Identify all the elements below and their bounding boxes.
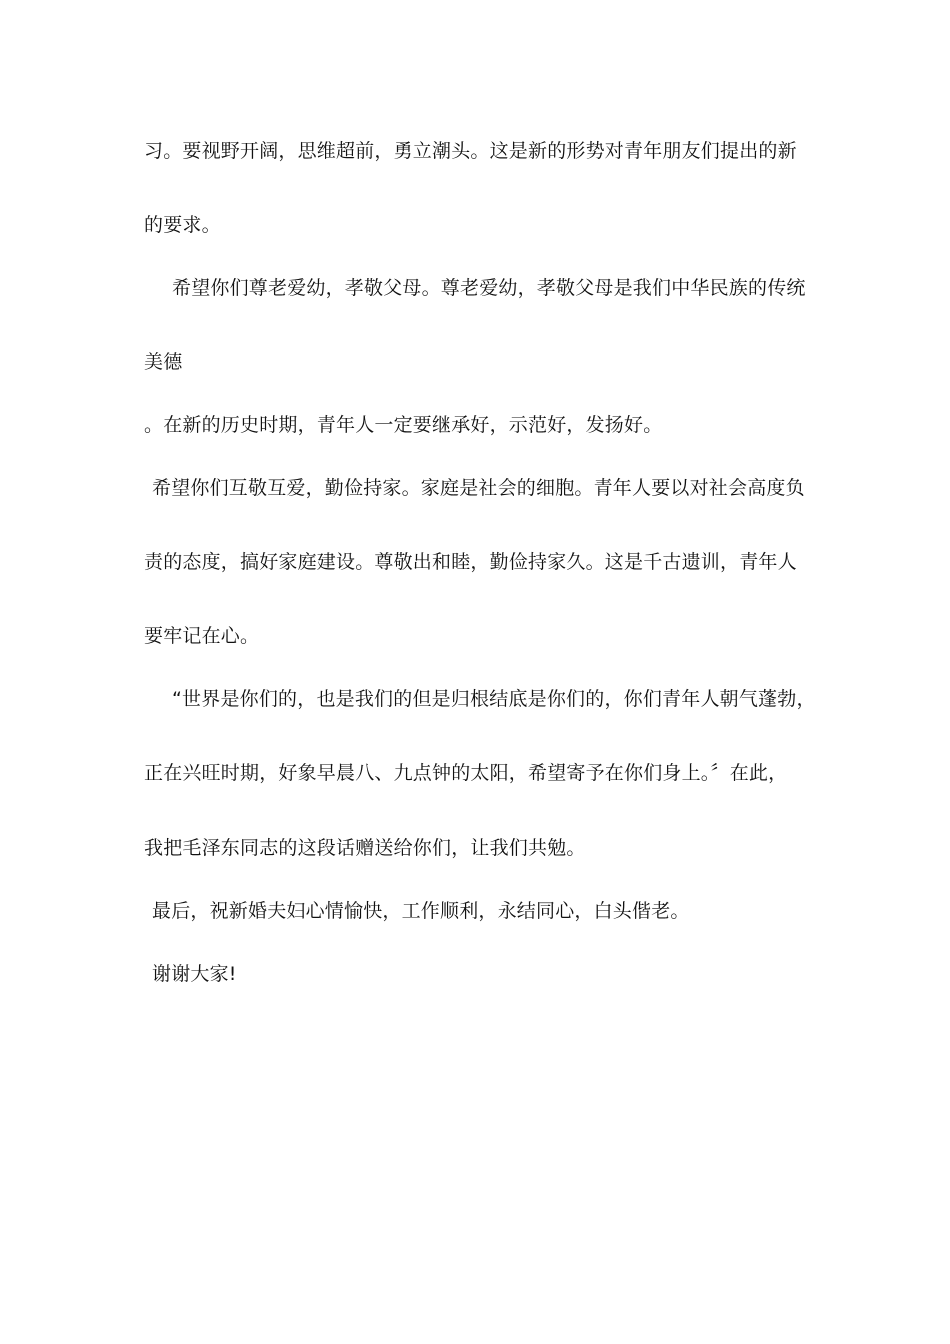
text-line: 正在兴旺时期，好象早晨八、九点钟的太阳，希望寄予在你们身上。〞在此，	[144, 762, 788, 784]
text-line: 要牢记在心。	[144, 625, 260, 647]
text-line: 希望你们尊老爱幼，孝敬父母。尊老爱幼，孝敬父母是我们中华民族的传统	[172, 277, 806, 299]
text-line: 的要求。	[144, 214, 221, 236]
text-line: 美德	[144, 351, 183, 373]
text-line: 最后，祝新婚夫妇心情愉快，工作顺利，永结同心，白头偕老。	[152, 900, 690, 922]
text-line: 。在新的历史时期，青年人一定要继承好，示范好，发扬好。	[144, 414, 663, 436]
text-line: 责的态度，搞好家庭建设。尊敬出和睦，勤俭持家久。这是千古遗训，青年人	[144, 551, 797, 573]
text-line: 我把毛泽东同志的这段话赠送给你们，让我们共勉。	[144, 837, 586, 859]
text-line: 习。要视野开阔，思维超前，勇立潮头。这是新的形势对青年朋友们提出的新	[144, 140, 797, 162]
text-line: “世界是你们的，也是我们的但是归根结底是你们的，你们青年人朝气蓬勃，	[172, 688, 816, 710]
text-line: 谢谢大家!	[152, 963, 237, 985]
text-line: 希望你们互敬互爱，勤俭持家。家庭是社会的细胞。青年人要以对社会高度负	[152, 477, 805, 499]
